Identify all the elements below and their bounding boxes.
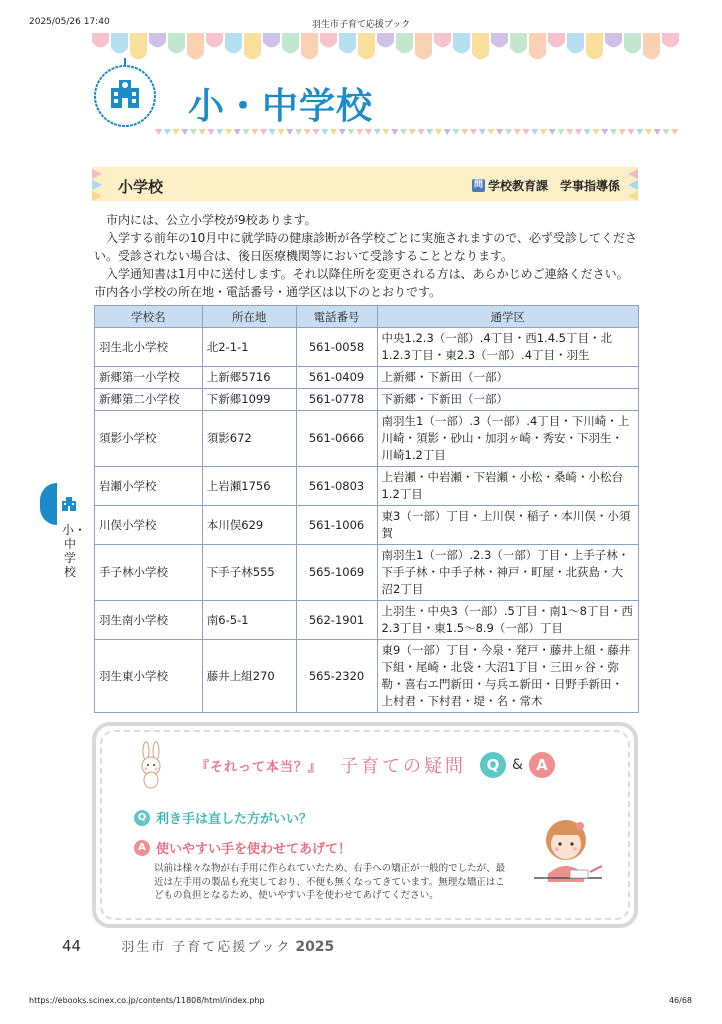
phone-cell: 561-0666 xyxy=(296,411,377,467)
bunting-flag xyxy=(662,33,679,48)
table-row xyxy=(95,545,639,601)
phone-cell: 565-2320 xyxy=(296,640,377,713)
bunting-flag xyxy=(529,33,546,60)
rule-triangle xyxy=(558,129,565,135)
book-name: 羽生市 子育て応援ブック xyxy=(121,940,292,955)
phone-cell: 561-0778 xyxy=(296,389,377,411)
rule-triangle xyxy=(374,129,381,135)
rule-triangle xyxy=(339,129,346,135)
bunny-illustration xyxy=(134,741,170,789)
address-cell: 本川俣629 xyxy=(202,506,296,545)
rule-triangle xyxy=(269,129,276,135)
title-rule-decoration xyxy=(155,128,680,136)
rule-triangle xyxy=(584,129,591,135)
rule-triangle xyxy=(181,129,188,135)
bunting-flag xyxy=(358,33,375,60)
side-tab xyxy=(40,483,57,525)
print-page-count: 46/68 xyxy=(668,996,692,1005)
rule-triangle xyxy=(208,129,215,135)
district-cell: 東3（一部）丁目・上川俣・稲子・本川俣・小須賀 xyxy=(377,506,639,545)
rule-triangle xyxy=(575,129,582,135)
q-marker: Q xyxy=(134,810,150,826)
bunting-flag xyxy=(415,33,432,60)
bunting-flag xyxy=(320,33,337,48)
school-name-cell: 新郷第一小学校 xyxy=(95,367,203,389)
bunting-flag xyxy=(225,33,242,54)
qa-main-title: 子育ての疑問 xyxy=(340,756,467,777)
address-cell: 上新郷5716 xyxy=(202,367,296,389)
intro-paragraph: 市内には、公立小学校が9校あります。 xyxy=(106,213,317,227)
rule-triangle xyxy=(453,129,460,135)
district-cell: 南羽生1（一部）.3（一部）.4丁目・下川崎・上川崎・須影・砂山・加羽ヶ崎・秀安・下羽生・川崎1.2丁目 xyxy=(377,411,639,467)
book-year: 2025 xyxy=(295,939,335,955)
rule-triangle xyxy=(488,129,495,135)
answer-row xyxy=(134,838,351,857)
school-name-cell: 川俣小学校 xyxy=(95,506,203,545)
department-contact xyxy=(472,177,620,194)
rule-triangle xyxy=(321,129,328,135)
a-marker: A xyxy=(134,840,150,856)
print-datetime: 2025/05/26 17:40 xyxy=(29,17,110,27)
rule-triangle xyxy=(628,129,635,135)
rule-triangle xyxy=(654,129,661,135)
district-cell: 中央1.2.3（一部）.4丁目・西1.4.5丁目・北1.2.3丁目・東2.3（一部）.4丁目・羽生 xyxy=(377,328,639,367)
rule-triangle xyxy=(356,129,363,135)
address-cell: 藤井上組270 xyxy=(202,640,296,713)
address-cell: 北2-1-1 xyxy=(202,328,296,367)
rule-triangle xyxy=(496,129,503,135)
bunting-flag xyxy=(624,33,641,54)
table-row xyxy=(95,601,639,640)
rule-triangle xyxy=(155,129,162,135)
rule-triangle xyxy=(549,129,556,135)
table-row xyxy=(95,389,639,411)
col-header-phone: 電話番号 xyxy=(296,306,377,328)
table-row xyxy=(95,506,639,545)
page-number: 44 xyxy=(62,937,82,955)
table-row xyxy=(95,411,639,467)
intro-paragraph: 入学する前年の10月中に就学時の健康診断が各学校ごとに実施されますので、必ず受診してください。受診されない場合は、後日医療機関等において受診することとなります。 xyxy=(94,231,638,263)
bunting-decoration xyxy=(91,31,684,67)
rule-triangle xyxy=(365,129,372,135)
bunting-flag xyxy=(92,33,109,48)
school-name-cell: 羽生南小学校 xyxy=(95,601,203,640)
bunting-flag xyxy=(567,33,584,54)
phone-cell: 561-0803 xyxy=(296,467,377,506)
rule-triangle xyxy=(278,129,285,135)
rule-triangle xyxy=(523,129,530,135)
q-badge: Q xyxy=(480,752,506,778)
phone-cell: 561-1006 xyxy=(296,506,377,545)
girl-drawing-illustration xyxy=(526,812,610,892)
address-cell: 南6-5-1 xyxy=(202,601,296,640)
school-name-cell: 羽生北小学校 xyxy=(95,328,203,367)
bunting-flag xyxy=(472,33,489,60)
bunting-flag xyxy=(510,33,527,54)
rule-triangle xyxy=(391,129,398,135)
section-header xyxy=(92,167,638,201)
rule-triangle xyxy=(593,129,600,135)
bunting-flag xyxy=(643,33,660,60)
rule-triangle xyxy=(566,129,573,135)
bunting-flag xyxy=(605,33,622,48)
address-cell: 上岩瀬1756 xyxy=(202,467,296,506)
question-text: 利き手は直した方がいい？ xyxy=(156,812,313,827)
rule-triangle xyxy=(243,129,250,135)
rule-triangle xyxy=(540,129,547,135)
district-cell: 南羽生1（一部）.2.3（一部）丁目・上手子林・下手子林・中手子林・神戸・町屋・北荻島・大沼2丁目 xyxy=(377,545,639,601)
rule-triangle xyxy=(426,129,433,135)
bunting-flag xyxy=(548,33,565,48)
rule-triangle xyxy=(671,129,678,135)
rule-triangle xyxy=(313,129,320,135)
qa-box xyxy=(92,722,638,928)
a-badge: A xyxy=(529,752,555,778)
district-cell: 上新郷・下新田（一部） xyxy=(377,367,639,389)
col-header-district: 通学区 xyxy=(377,306,639,328)
answer-title: 使いやすい手を使わせてあげて！ xyxy=(156,842,352,857)
col-header-address: 所在地 xyxy=(202,306,296,328)
bunting-flag xyxy=(301,33,318,60)
table-row xyxy=(95,467,639,506)
bunting-flag xyxy=(187,33,204,60)
rule-triangle xyxy=(610,129,617,135)
rule-triangle xyxy=(234,129,241,135)
rule-triangle xyxy=(418,129,425,135)
rule-triangle xyxy=(295,129,302,135)
intro-text xyxy=(94,211,640,301)
rule-triangle xyxy=(225,129,232,135)
bunting-flag xyxy=(111,33,128,54)
rule-triangle xyxy=(216,129,223,135)
answer-body: 以前は様々な物が右手用に作られていたため、右手への矯正が一般的でしたが、最近は左手用の製品も充実しており、不便も無くなってきています。無理な矯正はこどもの負担となるため、使いやすい手を使わせてあげてください。 xyxy=(154,863,506,901)
table-row xyxy=(95,367,639,389)
table-row xyxy=(95,640,639,713)
qa-header xyxy=(196,748,555,782)
address-cell: 須影672 xyxy=(202,411,296,467)
school-name-cell: 新郷第二小学校 xyxy=(95,389,203,411)
rule-triangle xyxy=(636,129,643,135)
rule-triangle xyxy=(409,129,416,135)
print-title: 羽生市子育て応援ブック xyxy=(311,20,411,30)
schools-table xyxy=(94,305,639,713)
school-icon xyxy=(60,494,78,512)
bunting-flag xyxy=(434,33,451,48)
inquiry-badge: 問 xyxy=(473,180,483,190)
section-left-decoration xyxy=(92,167,106,201)
rule-triangle xyxy=(251,129,258,135)
rule-triangle xyxy=(444,129,451,135)
bunting-flag xyxy=(586,33,603,60)
school-name-cell: 須影小学校 xyxy=(95,411,203,467)
rule-triangle xyxy=(479,129,486,135)
district-cell: 上岩瀬・中岩瀬・下岩瀬・小松・桑崎・小松台1.2丁目 xyxy=(377,467,639,506)
rule-triangle xyxy=(199,129,206,135)
rule-triangle xyxy=(645,129,652,135)
rule-triangle xyxy=(173,129,180,135)
question-row xyxy=(134,808,312,827)
bunting-flag xyxy=(396,33,413,54)
rule-triangle xyxy=(531,129,538,135)
rule-triangle xyxy=(164,129,171,135)
bunting-flag xyxy=(263,33,280,48)
school-name-cell: 羽生東小学校 xyxy=(95,640,203,713)
bunting-flag xyxy=(377,33,394,48)
col-header-school: 学校名 xyxy=(95,306,203,328)
print-url: https://ebooks.scinex.co.jp/contents/11808/html/index.php xyxy=(29,996,265,1005)
phone-cell: 561-0409 xyxy=(296,367,377,389)
table-row xyxy=(95,328,639,367)
rule-triangle xyxy=(601,129,608,135)
bunting-flag xyxy=(206,33,223,48)
rule-triangle xyxy=(514,129,521,135)
rule-triangle xyxy=(260,129,267,135)
district-cell: 下新郷・下新田（一部） xyxy=(377,389,639,411)
district-cell: 東9（一部）丁目・今泉・発戸・藤井上組・藤井下組・尾崎・北袋・大沼1丁目・三田ヶ谷・弥勒・喜右エ門新田・与兵エ新田・日野手新田・上村君・下村君・堤・名・常木 xyxy=(377,640,639,713)
section-right-decoration xyxy=(624,167,638,201)
intro-paragraph: 入学通知書は1月中に送付します。それ以降住所を変更される方は、あらかじめご連絡ください。市内各小学校の所在地・電話番号・通学区は以下のとおりです。 xyxy=(94,267,629,299)
bunting-flag xyxy=(453,33,470,54)
bunting-flag xyxy=(168,33,185,54)
phone-cell: 561-0058 xyxy=(296,328,377,367)
bunting-flag xyxy=(282,33,299,54)
rule-triangle xyxy=(505,129,512,135)
bunting-flag xyxy=(339,33,356,54)
bunting-flag xyxy=(149,33,166,48)
phone-cell: 565-1069 xyxy=(296,545,377,601)
table-header-row xyxy=(95,306,639,328)
print-footer xyxy=(0,996,722,1010)
page-footer xyxy=(62,936,334,956)
address-cell: 下新郷1099 xyxy=(202,389,296,411)
school-name-cell: 手子林小学校 xyxy=(95,545,203,601)
address-cell: 下手子林555 xyxy=(202,545,296,601)
rule-triangle xyxy=(304,129,311,135)
side-tab-label: 小・中学校 xyxy=(62,523,87,579)
rule-triangle xyxy=(663,129,670,135)
bunting-flag xyxy=(491,33,508,48)
bunting-flag xyxy=(244,33,261,60)
school-icon xyxy=(89,56,161,136)
rule-triangle xyxy=(330,129,337,135)
school-name-cell: 岩瀬小学校 xyxy=(95,467,203,506)
rule-triangle xyxy=(286,129,293,135)
rule-triangle xyxy=(435,129,442,135)
print-header xyxy=(0,17,722,31)
qa-title: 『それって本当？』 xyxy=(196,759,323,775)
section-title: 小学校 xyxy=(118,178,164,196)
rule-triangle xyxy=(348,129,355,135)
rule-triangle xyxy=(190,129,197,135)
ampersand: & xyxy=(512,757,523,773)
district-cell: 上羽生・中央3（一部）.5丁目・南1～8丁目・西2.3丁目・東1.5～8.9（一部）丁目 xyxy=(377,601,639,640)
rule-triangle xyxy=(461,129,468,135)
rule-triangle xyxy=(400,129,407,135)
phone-cell: 562-1901 xyxy=(296,601,377,640)
rule-triangle xyxy=(470,129,477,135)
rule-triangle xyxy=(619,129,626,135)
rule-triangle xyxy=(383,129,390,135)
department-name: 学校教育課 学事指導係 xyxy=(487,179,620,193)
page-title: 小・中学校 xyxy=(188,86,374,127)
